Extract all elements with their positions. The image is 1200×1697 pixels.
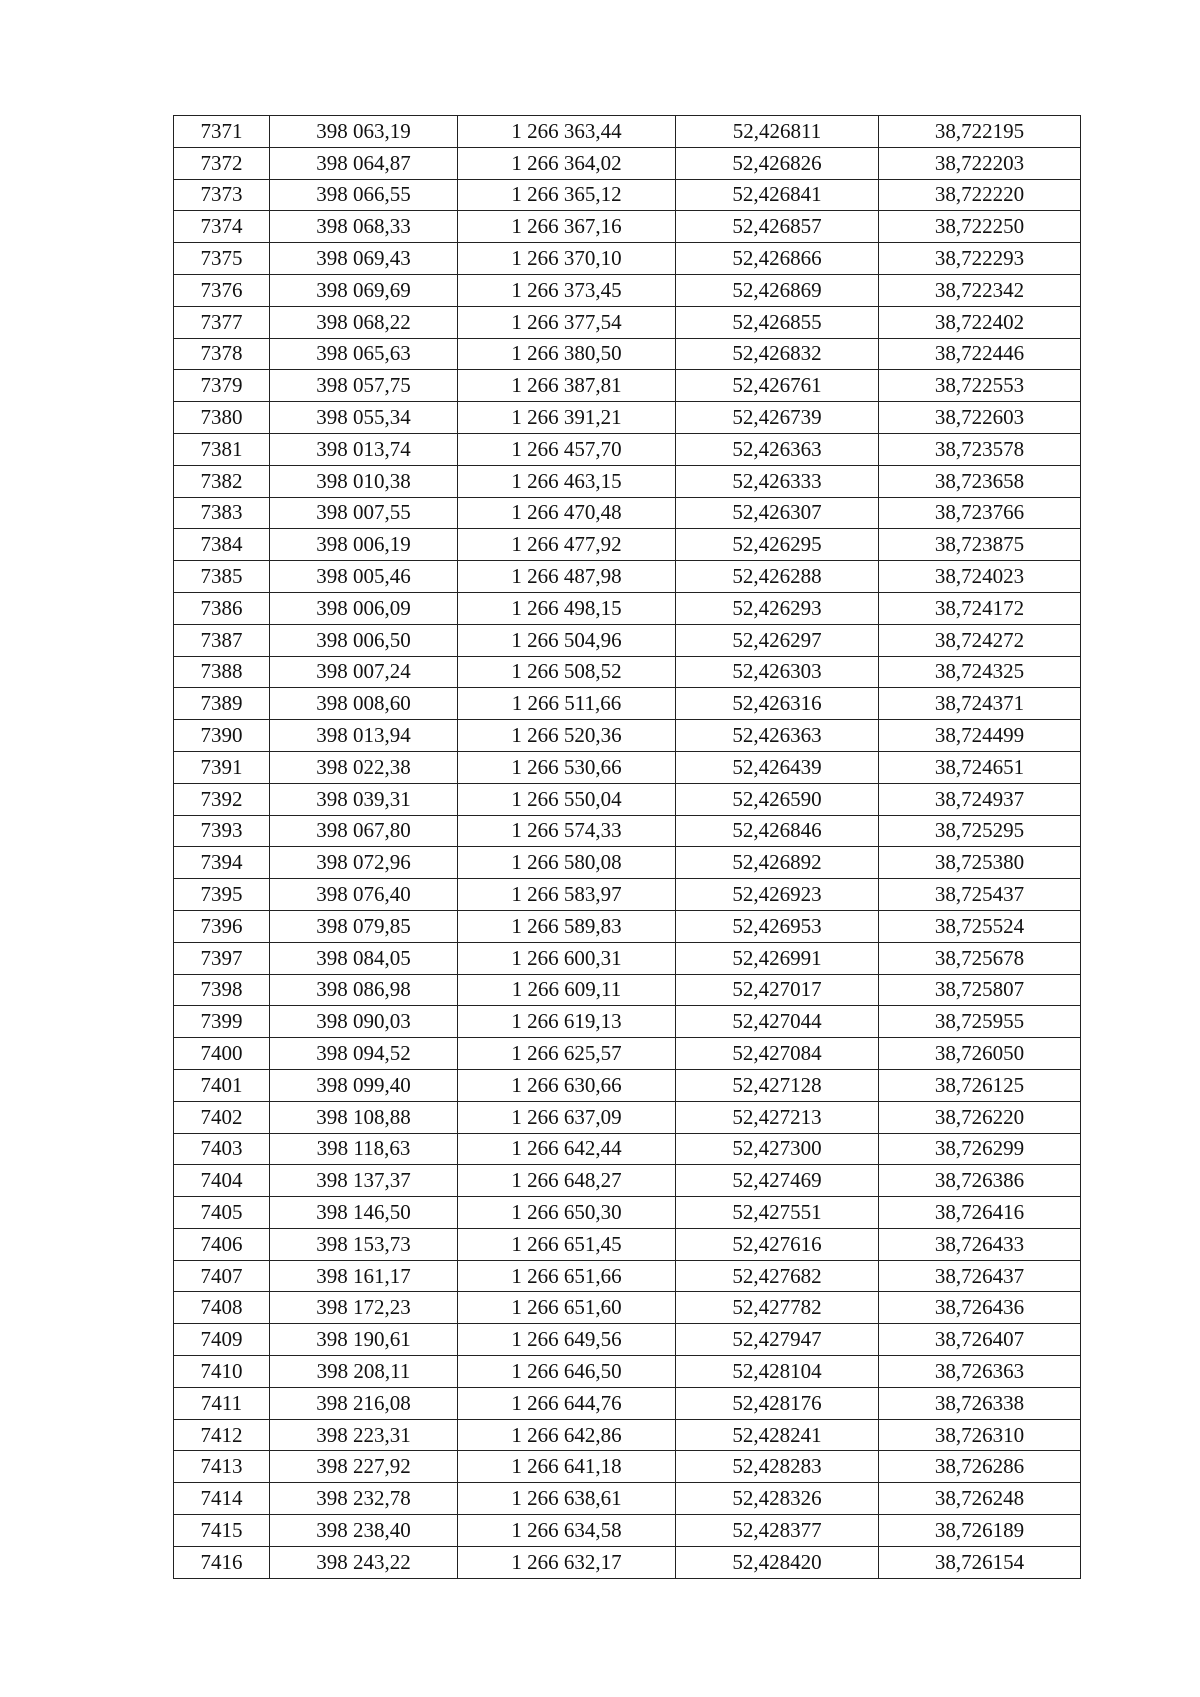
- y-coordinate-cell: 1 266 457,70: [458, 433, 676, 465]
- longitude-cell: 38,722220: [879, 179, 1081, 211]
- longitude-cell: 38,722446: [879, 338, 1081, 370]
- longitude-cell: 38,726050: [879, 1038, 1081, 1070]
- y-coordinate-cell: 1 266 580,08: [458, 847, 676, 879]
- latitude-cell: 52,426363: [676, 720, 879, 752]
- latitude-cell: 52,427616: [676, 1228, 879, 1260]
- table-row: [174, 1451, 1081, 1483]
- latitude-cell: 52,426857: [676, 211, 879, 243]
- x-coordinate-cell: 398 094,52: [270, 1038, 458, 1070]
- longitude-cell: 38,726407: [879, 1324, 1081, 1356]
- latitude-cell: 52,428176: [676, 1387, 879, 1419]
- longitude-cell: 38,725678: [879, 942, 1081, 974]
- longitude-cell: 38,726437: [879, 1260, 1081, 1292]
- x-coordinate-cell: 398 068,22: [270, 306, 458, 338]
- table-row: [174, 1006, 1081, 1038]
- point-number-cell: 7388: [174, 656, 270, 688]
- table-row: [174, 624, 1081, 656]
- x-coordinate-cell: 398 055,34: [270, 402, 458, 434]
- longitude-cell: 38,724172: [879, 592, 1081, 624]
- x-coordinate-cell: 398 007,24: [270, 656, 458, 688]
- point-number-cell: 7390: [174, 720, 270, 752]
- y-coordinate-cell: 1 266 377,54: [458, 306, 676, 338]
- table-row: [174, 1133, 1081, 1165]
- longitude-cell: 38,725524: [879, 910, 1081, 942]
- longitude-cell: 38,726220: [879, 1101, 1081, 1133]
- x-coordinate-cell: 398 013,94: [270, 720, 458, 752]
- point-number-cell: 7392: [174, 783, 270, 815]
- longitude-cell: 38,723578: [879, 433, 1081, 465]
- latitude-cell: 52,426590: [676, 783, 879, 815]
- point-number-cell: 7416: [174, 1546, 270, 1578]
- latitude-cell: 52,426761: [676, 370, 879, 402]
- table-row: [174, 1101, 1081, 1133]
- point-number-cell: 7393: [174, 815, 270, 847]
- y-coordinate-cell: 1 266 520,36: [458, 720, 676, 752]
- longitude-cell: 38,722402: [879, 306, 1081, 338]
- latitude-cell: 52,428326: [676, 1483, 879, 1515]
- table-row: [174, 1292, 1081, 1324]
- longitude-cell: 38,724499: [879, 720, 1081, 752]
- y-coordinate-cell: 1 266 504,96: [458, 624, 676, 656]
- latitude-cell: 52,426866: [676, 243, 879, 275]
- y-coordinate-cell: 1 266 630,66: [458, 1069, 676, 1101]
- point-number-cell: 7409: [174, 1324, 270, 1356]
- longitude-cell: 38,726189: [879, 1515, 1081, 1547]
- longitude-cell: 38,726433: [879, 1228, 1081, 1260]
- longitude-cell: 38,722603: [879, 402, 1081, 434]
- point-number-cell: 7397: [174, 942, 270, 974]
- x-coordinate-cell: 398 161,17: [270, 1260, 458, 1292]
- latitude-cell: 52,427128: [676, 1069, 879, 1101]
- x-coordinate-cell: 398 010,38: [270, 465, 458, 497]
- y-coordinate-cell: 1 266 463,15: [458, 465, 676, 497]
- y-coordinate-cell: 1 266 363,44: [458, 116, 676, 148]
- point-number-cell: 7406: [174, 1228, 270, 1260]
- latitude-cell: 52,427682: [676, 1260, 879, 1292]
- point-number-cell: 7381: [174, 433, 270, 465]
- x-coordinate-cell: 398 099,40: [270, 1069, 458, 1101]
- point-number-cell: 7383: [174, 497, 270, 529]
- latitude-cell: 52,426739: [676, 402, 879, 434]
- y-coordinate-cell: 1 266 648,27: [458, 1165, 676, 1197]
- point-number-cell: 7373: [174, 179, 270, 211]
- latitude-cell: 52,426923: [676, 879, 879, 911]
- latitude-cell: 52,428104: [676, 1356, 879, 1388]
- longitude-cell: 38,722195: [879, 116, 1081, 148]
- table-row: [174, 1069, 1081, 1101]
- latitude-cell: 52,427551: [676, 1197, 879, 1229]
- y-coordinate-cell: 1 266 651,60: [458, 1292, 676, 1324]
- latitude-cell: 52,427044: [676, 1006, 879, 1038]
- longitude-cell: 38,725380: [879, 847, 1081, 879]
- latitude-cell: 52,426295: [676, 529, 879, 561]
- longitude-cell: 38,725295: [879, 815, 1081, 847]
- y-coordinate-cell: 1 266 508,52: [458, 656, 676, 688]
- latitude-cell: 52,427213: [676, 1101, 879, 1133]
- latitude-cell: 52,426297: [676, 624, 879, 656]
- longitude-cell: 38,722250: [879, 211, 1081, 243]
- coordinates-table: [173, 115, 1081, 1579]
- point-number-cell: 7408: [174, 1292, 270, 1324]
- table-row: [174, 243, 1081, 275]
- y-coordinate-cell: 1 266 642,86: [458, 1419, 676, 1451]
- x-coordinate-cell: 398 137,37: [270, 1165, 458, 1197]
- table-row: [174, 1419, 1081, 1451]
- point-number-cell: 7398: [174, 974, 270, 1006]
- y-coordinate-cell: 1 266 651,45: [458, 1228, 676, 1260]
- x-coordinate-cell: 398 190,61: [270, 1324, 458, 1356]
- table-row: [174, 370, 1081, 402]
- table-row: [174, 306, 1081, 338]
- y-coordinate-cell: 1 266 364,02: [458, 147, 676, 179]
- latitude-cell: 52,426953: [676, 910, 879, 942]
- latitude-cell: 52,426869: [676, 274, 879, 306]
- point-number-cell: 7411: [174, 1387, 270, 1419]
- longitude-cell: 38,724651: [879, 751, 1081, 783]
- y-coordinate-cell: 1 266 387,81: [458, 370, 676, 402]
- point-number-cell: 7403: [174, 1133, 270, 1165]
- y-coordinate-cell: 1 266 370,10: [458, 243, 676, 275]
- table-row: [174, 1228, 1081, 1260]
- x-coordinate-cell: 398 079,85: [270, 910, 458, 942]
- x-coordinate-cell: 398 227,92: [270, 1451, 458, 1483]
- x-coordinate-cell: 398 223,31: [270, 1419, 458, 1451]
- point-number-cell: 7386: [174, 592, 270, 624]
- y-coordinate-cell: 1 266 650,30: [458, 1197, 676, 1229]
- longitude-cell: 38,723658: [879, 465, 1081, 497]
- x-coordinate-cell: 398 084,05: [270, 942, 458, 974]
- point-number-cell: 7399: [174, 1006, 270, 1038]
- point-number-cell: 7413: [174, 1451, 270, 1483]
- y-coordinate-cell: 1 266 651,66: [458, 1260, 676, 1292]
- y-coordinate-cell: 1 266 367,16: [458, 211, 676, 243]
- table-row: [174, 1483, 1081, 1515]
- longitude-cell: 38,726416: [879, 1197, 1081, 1229]
- longitude-cell: 38,726286: [879, 1451, 1081, 1483]
- table-row: [174, 1324, 1081, 1356]
- x-coordinate-cell: 398 013,74: [270, 433, 458, 465]
- x-coordinate-cell: 398 069,69: [270, 274, 458, 306]
- longitude-cell: 38,726299: [879, 1133, 1081, 1165]
- x-coordinate-cell: 398 064,87: [270, 147, 458, 179]
- y-coordinate-cell: 1 266 649,56: [458, 1324, 676, 1356]
- longitude-cell: 38,725807: [879, 974, 1081, 1006]
- table-row: [174, 783, 1081, 815]
- point-number-cell: 7410: [174, 1356, 270, 1388]
- point-number-cell: 7372: [174, 147, 270, 179]
- y-coordinate-cell: 1 266 498,15: [458, 592, 676, 624]
- longitude-cell: 38,722553: [879, 370, 1081, 402]
- x-coordinate-cell: 398 243,22: [270, 1546, 458, 1578]
- longitude-cell: 38,725955: [879, 1006, 1081, 1038]
- latitude-cell: 52,427300: [676, 1133, 879, 1165]
- table-row: [174, 942, 1081, 974]
- point-number-cell: 7385: [174, 561, 270, 593]
- table-row: [174, 720, 1081, 752]
- y-coordinate-cell: 1 266 583,97: [458, 879, 676, 911]
- longitude-cell: 38,725437: [879, 879, 1081, 911]
- table-row: [174, 402, 1081, 434]
- y-coordinate-cell: 1 266 619,13: [458, 1006, 676, 1038]
- y-coordinate-cell: 1 266 589,83: [458, 910, 676, 942]
- table-row: [174, 561, 1081, 593]
- x-coordinate-cell: 398 065,63: [270, 338, 458, 370]
- x-coordinate-cell: 398 057,75: [270, 370, 458, 402]
- x-coordinate-cell: 398 008,60: [270, 688, 458, 720]
- latitude-cell: 52,426811: [676, 116, 879, 148]
- y-coordinate-cell: 1 266 574,33: [458, 815, 676, 847]
- point-number-cell: 7371: [174, 116, 270, 148]
- longitude-cell: 38,724023: [879, 561, 1081, 593]
- point-number-cell: 7395: [174, 879, 270, 911]
- longitude-cell: 38,726125: [879, 1069, 1081, 1101]
- longitude-cell: 38,726248: [879, 1483, 1081, 1515]
- latitude-cell: 52,426832: [676, 338, 879, 370]
- x-coordinate-cell: 398 006,50: [270, 624, 458, 656]
- x-coordinate-cell: 398 076,40: [270, 879, 458, 911]
- table-row: [174, 465, 1081, 497]
- table-row: [174, 751, 1081, 783]
- table-row: [174, 592, 1081, 624]
- latitude-cell: 52,426293: [676, 592, 879, 624]
- y-coordinate-cell: 1 266 470,48: [458, 497, 676, 529]
- point-number-cell: 7391: [174, 751, 270, 783]
- x-coordinate-cell: 398 072,96: [270, 847, 458, 879]
- latitude-cell: 52,426855: [676, 306, 879, 338]
- point-number-cell: 7389: [174, 688, 270, 720]
- x-coordinate-cell: 398 232,78: [270, 1483, 458, 1515]
- point-number-cell: 7415: [174, 1515, 270, 1547]
- point-number-cell: 7382: [174, 465, 270, 497]
- y-coordinate-cell: 1 266 600,31: [458, 942, 676, 974]
- table-row: [174, 1387, 1081, 1419]
- longitude-cell: 38,726363: [879, 1356, 1081, 1388]
- latitude-cell: 52,428241: [676, 1419, 879, 1451]
- latitude-cell: 52,426307: [676, 497, 879, 529]
- longitude-cell: 38,726338: [879, 1387, 1081, 1419]
- y-coordinate-cell: 1 266 642,44: [458, 1133, 676, 1165]
- point-number-cell: 7379: [174, 370, 270, 402]
- table-row: [174, 116, 1081, 148]
- point-number-cell: 7412: [174, 1419, 270, 1451]
- point-number-cell: 7378: [174, 338, 270, 370]
- latitude-cell: 52,428283: [676, 1451, 879, 1483]
- y-coordinate-cell: 1 266 638,61: [458, 1483, 676, 1515]
- longitude-cell: 38,724272: [879, 624, 1081, 656]
- table-row: [174, 1356, 1081, 1388]
- latitude-cell: 52,427469: [676, 1165, 879, 1197]
- latitude-cell: 52,426846: [676, 815, 879, 847]
- x-coordinate-cell: 398 069,43: [270, 243, 458, 275]
- x-coordinate-cell: 398 118,63: [270, 1133, 458, 1165]
- latitude-cell: 52,428377: [676, 1515, 879, 1547]
- latitude-cell: 52,426303: [676, 656, 879, 688]
- latitude-cell: 52,426316: [676, 688, 879, 720]
- x-coordinate-cell: 398 068,33: [270, 211, 458, 243]
- y-coordinate-cell: 1 266 609,11: [458, 974, 676, 1006]
- point-number-cell: 7384: [174, 529, 270, 561]
- point-number-cell: 7375: [174, 243, 270, 275]
- x-coordinate-cell: 398 208,11: [270, 1356, 458, 1388]
- table-row: [174, 179, 1081, 211]
- y-coordinate-cell: 1 266 487,98: [458, 561, 676, 593]
- point-number-cell: 7394: [174, 847, 270, 879]
- table-row: [174, 910, 1081, 942]
- longitude-cell: 38,726310: [879, 1419, 1081, 1451]
- table-row: [174, 1197, 1081, 1229]
- y-coordinate-cell: 1 266 380,50: [458, 338, 676, 370]
- table-row: [174, 847, 1081, 879]
- y-coordinate-cell: 1 266 511,66: [458, 688, 676, 720]
- latitude-cell: 52,428420: [676, 1546, 879, 1578]
- table-row: [174, 211, 1081, 243]
- latitude-cell: 52,426333: [676, 465, 879, 497]
- latitude-cell: 52,427947: [676, 1324, 879, 1356]
- point-number-cell: 7402: [174, 1101, 270, 1133]
- table-row: [174, 688, 1081, 720]
- x-coordinate-cell: 398 238,40: [270, 1515, 458, 1547]
- x-coordinate-cell: 398 063,19: [270, 116, 458, 148]
- point-number-cell: 7414: [174, 1483, 270, 1515]
- point-number-cell: 7374: [174, 211, 270, 243]
- point-number-cell: 7400: [174, 1038, 270, 1070]
- point-number-cell: 7380: [174, 402, 270, 434]
- x-coordinate-cell: 398 216,08: [270, 1387, 458, 1419]
- table-row: [174, 1165, 1081, 1197]
- y-coordinate-cell: 1 266 637,09: [458, 1101, 676, 1133]
- x-coordinate-cell: 398 067,80: [270, 815, 458, 847]
- x-coordinate-cell: 398 086,98: [270, 974, 458, 1006]
- point-number-cell: 7376: [174, 274, 270, 306]
- table-row: [174, 815, 1081, 847]
- latitude-cell: 52,426991: [676, 942, 879, 974]
- latitude-cell: 52,427017: [676, 974, 879, 1006]
- x-coordinate-cell: 398 022,38: [270, 751, 458, 783]
- x-coordinate-cell: 398 007,55: [270, 497, 458, 529]
- point-number-cell: 7387: [174, 624, 270, 656]
- table-row: [174, 974, 1081, 1006]
- latitude-cell: 52,427782: [676, 1292, 879, 1324]
- latitude-cell: 52,426892: [676, 847, 879, 879]
- y-coordinate-cell: 1 266 644,76: [458, 1387, 676, 1419]
- x-coordinate-cell: 398 066,55: [270, 179, 458, 211]
- table-row: [174, 879, 1081, 911]
- table-row: [174, 147, 1081, 179]
- y-coordinate-cell: 1 266 646,50: [458, 1356, 676, 1388]
- longitude-cell: 38,726436: [879, 1292, 1081, 1324]
- y-coordinate-cell: 1 266 477,92: [458, 529, 676, 561]
- latitude-cell: 52,426363: [676, 433, 879, 465]
- point-number-cell: 7404: [174, 1165, 270, 1197]
- latitude-cell: 52,427084: [676, 1038, 879, 1070]
- latitude-cell: 52,426841: [676, 179, 879, 211]
- latitude-cell: 52,426439: [676, 751, 879, 783]
- x-coordinate-cell: 398 006,09: [270, 592, 458, 624]
- longitude-cell: 38,726154: [879, 1546, 1081, 1578]
- table-row: [174, 1546, 1081, 1578]
- longitude-cell: 38,722293: [879, 243, 1081, 275]
- y-coordinate-cell: 1 266 641,18: [458, 1451, 676, 1483]
- x-coordinate-cell: 398 006,19: [270, 529, 458, 561]
- x-coordinate-cell: 398 090,03: [270, 1006, 458, 1038]
- y-coordinate-cell: 1 266 365,12: [458, 179, 676, 211]
- x-coordinate-cell: 398 146,50: [270, 1197, 458, 1229]
- y-coordinate-cell: 1 266 391,21: [458, 402, 676, 434]
- table-row: [174, 656, 1081, 688]
- x-coordinate-cell: 398 108,88: [270, 1101, 458, 1133]
- table-row: [174, 497, 1081, 529]
- point-number-cell: 7401: [174, 1069, 270, 1101]
- longitude-cell: 38,724371: [879, 688, 1081, 720]
- point-number-cell: 7377: [174, 306, 270, 338]
- table-row: [174, 1260, 1081, 1292]
- table-row: [174, 338, 1081, 370]
- latitude-cell: 52,426288: [676, 561, 879, 593]
- table-row: [174, 529, 1081, 561]
- longitude-cell: 38,722203: [879, 147, 1081, 179]
- point-number-cell: 7407: [174, 1260, 270, 1292]
- y-coordinate-cell: 1 266 530,66: [458, 751, 676, 783]
- table-row: [174, 1038, 1081, 1070]
- y-coordinate-cell: 1 266 625,57: [458, 1038, 676, 1070]
- point-number-cell: 7405: [174, 1197, 270, 1229]
- longitude-cell: 38,726386: [879, 1165, 1081, 1197]
- longitude-cell: 38,724937: [879, 783, 1081, 815]
- table-row: [174, 433, 1081, 465]
- longitude-cell: 38,723766: [879, 497, 1081, 529]
- x-coordinate-cell: 398 153,73: [270, 1228, 458, 1260]
- x-coordinate-cell: 398 005,46: [270, 561, 458, 593]
- longitude-cell: 38,724325: [879, 656, 1081, 688]
- x-coordinate-cell: 398 172,23: [270, 1292, 458, 1324]
- x-coordinate-cell: 398 039,31: [270, 783, 458, 815]
- table-row: [174, 274, 1081, 306]
- y-coordinate-cell: 1 266 550,04: [458, 783, 676, 815]
- longitude-cell: 38,722342: [879, 274, 1081, 306]
- y-coordinate-cell: 1 266 373,45: [458, 274, 676, 306]
- table-row: [174, 1515, 1081, 1547]
- coordinates-table-body: [174, 116, 1081, 1579]
- point-number-cell: 7396: [174, 910, 270, 942]
- y-coordinate-cell: 1 266 632,17: [458, 1546, 676, 1578]
- latitude-cell: 52,426826: [676, 147, 879, 179]
- y-coordinate-cell: 1 266 634,58: [458, 1515, 676, 1547]
- longitude-cell: 38,723875: [879, 529, 1081, 561]
